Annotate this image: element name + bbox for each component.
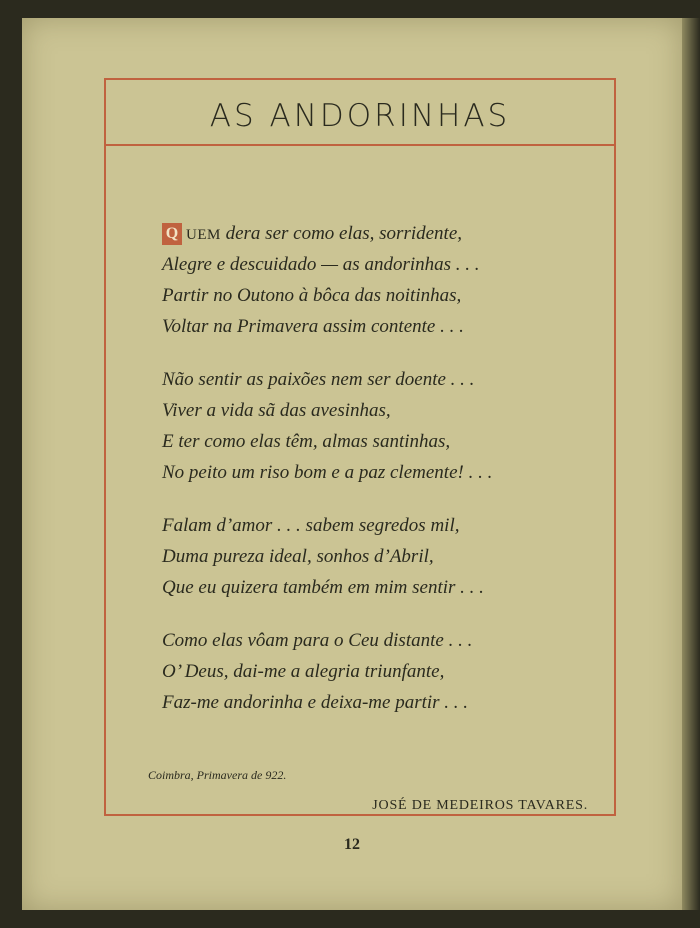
page-number: 12 [344,836,360,853]
poem-line: Voltar na Primavera assim contente . . . [162,316,464,337]
title-divider [106,144,614,146]
stanza-2 [162,364,582,488]
poem-body [162,218,582,740]
first-line-text: dera ser como elas, sorridente, [220,223,463,244]
poem-line: Falam d’amor . . . sabem segredos mil, [162,515,460,536]
poem-frame [104,78,616,816]
poem-line [162,218,582,249]
poem-line: E ter como elas têm, almas santinhas, [162,431,451,452]
poem-line: Não sentir as paixões nem ser doente . . . [162,369,475,390]
first-word-smallcaps: UEM [186,227,221,243]
poem-line: Viver a vida sã das avesinhas, [162,400,391,421]
poem-line: Duma pureza ideal, sonhos d’Abril, [162,546,434,567]
book-page [22,18,682,910]
book-spine [682,18,700,910]
poem-line: O’ Deus, dai-me a alegria triunfante, [162,661,445,682]
drop-cap: Q [162,223,182,245]
author-signature: JOSÉ DE MEDEIROS TAVARES. [372,798,588,813]
poem-line: No peito um riso bom e a paz clemente! . . . [162,462,493,483]
poem-line: Como elas vôam para o Ceu distante . . . [162,630,473,651]
stanza-3 [162,510,582,603]
stanza-1 [162,218,582,342]
place-date: Coimbra, Primavera de 922. [148,768,287,782]
poem-title: AS ANDORINHAS [209,98,511,134]
poem-line: Faz-me andorinha e deixa-me partir . . . [162,692,469,713]
poem-line: Partir no Outono à bôca das noitinhas, [162,285,462,306]
stanza-4 [162,625,582,718]
poem-line: Alegre e descuidado — as andorinhas . . . [162,254,480,275]
poem-line: Que eu quizera também em mim sentir . . . [162,577,484,598]
